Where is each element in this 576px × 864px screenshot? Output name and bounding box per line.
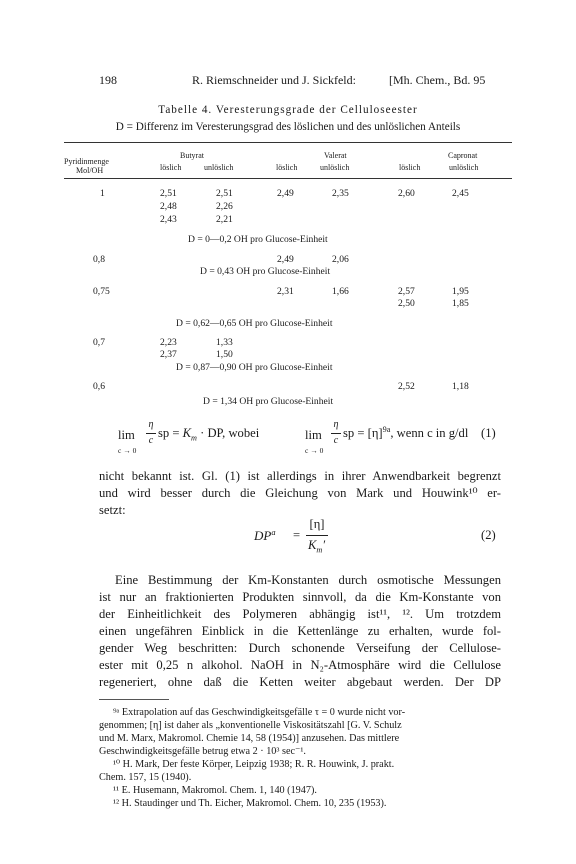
eq1-dp: · DP, wobei (200, 426, 260, 440)
eq2-fraction-bar (306, 535, 328, 536)
para2-line: einen ungefähren Einblick in die Kettenlänge zu erhalten, wurde fol- (99, 624, 501, 638)
table-cell: 2,45 (452, 188, 469, 199)
footnote-separator (99, 699, 169, 700)
table-cell: 1,50 (216, 349, 233, 360)
eq2-den: K (308, 538, 317, 552)
para1-line: nicht bekannt ist. Gl. (1) ist allerdings in ihrer Anwendbarkeit begrenzt (99, 469, 501, 483)
eq1-sp-2: sp (343, 426, 355, 440)
table-cell: 2,51 (216, 188, 233, 199)
footnote-line: ¹⁰ H. Mark, Der feste Körper, Leipzig 1938; R. R. Houwink, J. prakt. (113, 759, 395, 770)
footnote-line: und M. Marx, Makromol. Chemie 14, 58 (1954)] anzusehen. Das mittlere (99, 733, 400, 744)
table-top-rule (64, 142, 512, 143)
eq2-equals: = (293, 528, 301, 542)
table-difference-note: D = 0,87—0,90 OH pro Glucose-Einheit (176, 362, 333, 373)
eq1-lim-2: lim (305, 428, 322, 442)
table-cell: 1,18 (452, 381, 469, 392)
table-difference-note: D = 1,34 OH pro Glucose-Einheit (203, 396, 334, 407)
para2-line: gender Weg beschritten: Durch schonende Verseifung der Cellulose- (99, 641, 501, 655)
table-cell: 1,33 (216, 337, 233, 348)
table-cell: 1,66 (332, 286, 349, 297)
table-cell-pyridine: 0,7 (93, 337, 105, 348)
subheader-valerat-soluble: löslich (276, 163, 298, 172)
table-cell-pyridine: 0,8 (93, 254, 105, 265)
eq1-equals-2: = (357, 426, 365, 440)
table-cell: 2,60 (398, 188, 415, 199)
eq1-intrinsic-viscosity: [η] (367, 426, 383, 440)
col-pyridine-unit: Mol/OH (76, 166, 104, 175)
table-cell-pyridine: 0,6 (93, 381, 105, 392)
table-cell: 2,52 (398, 381, 415, 392)
group-header-butyrat: Butyrat (180, 151, 204, 160)
eq1-frac2-num: η (333, 419, 339, 430)
table-difference-note: D = 0,43 OH pro Glucose-Einheit (200, 266, 331, 277)
table-cell: 2,06 (332, 254, 349, 265)
subheader-capronat-soluble: löslich (399, 163, 421, 172)
eq1-equals: = (172, 426, 180, 440)
para2-line: regeneriert, ohne daß die Ketten weiter abgebaut werden. Der DP (99, 675, 501, 689)
subheader-butyrat-soluble: löslich (160, 163, 182, 172)
table-cell: 2,37 (160, 349, 177, 360)
group-header-valerat: Valerat (324, 151, 347, 160)
eq1-frac-den: c (148, 435, 154, 446)
para1-line: setzt: (99, 503, 126, 517)
col-pyridine-label: Pyridinmenge (64, 157, 109, 166)
table-cell: 2,51 (160, 188, 177, 199)
footnote-line: Chem. 157, 15 (1940). (99, 772, 192, 783)
page-number: 198 (99, 73, 117, 87)
running-title: R. Riemschneider und J. Sickfeld: (192, 73, 356, 87)
para2-line: ist nur an fraktionierten Produkten sinnvoll, da die Km-Konstante von (99, 590, 501, 604)
table-cell: 2,43 (160, 214, 177, 225)
subheader-butyrat-insoluble: unlöslich (204, 163, 234, 172)
footnote-line: genommen; [η] ist daher als „konventionelle Viskositätszahl [G. V. Schulz (99, 720, 402, 731)
eq1-lim-subscript: c → 0 (118, 446, 137, 455)
eq2-number: (2) (481, 528, 496, 542)
footnote-line: Geschwindigkeitsgefälle betrug etwa 2 · 10³ sec⁻¹. (99, 746, 306, 757)
table-cell: 2,21 (216, 214, 233, 225)
table-cell: 1,85 (452, 298, 469, 309)
para2-line: der Einheitlichkeit des Polymeren abhängig ist¹¹, ¹². Um trotzdem (99, 607, 501, 621)
group-header-capronat: Capronat (448, 151, 478, 160)
table-cell-pyridine: 0,75 (93, 286, 110, 297)
table-difference-note: D = 0—0,2 OH pro Glucose-Einheit (188, 234, 328, 245)
table-cell: 2,49 (277, 254, 294, 265)
eq1-frac-num: η (148, 419, 154, 430)
eq1-frac2-bar (331, 433, 341, 434)
table-header-rule (64, 178, 512, 179)
eq1-lim2-subscript: c → 0 (305, 446, 324, 455)
table-caption: Tabelle 4. Veresterungsgrade der Celluloseester (158, 104, 418, 116)
eq2-lhs-exponent: a (271, 527, 276, 537)
journal-reference: [Mh. Chem., Bd. 95 (389, 73, 486, 87)
table-cell: 2,57 (398, 286, 415, 297)
table-cell: 2,31 (277, 286, 294, 297)
eq1-sp: sp (158, 426, 170, 440)
footnote-line: ¹¹ E. Husemann, Makromol. Chem. 1, 140 (1947). (113, 785, 317, 796)
eq2-numerator: [η] (309, 517, 325, 531)
footnote-line: ⁹ᵃ Extrapolation auf das Geschwindigkeitsgefälle τ = 0 wurde nicht vor- (113, 707, 406, 718)
eq1-lim: lim (118, 428, 135, 442)
para2-line: Eine Bestimmung der Km-Konstanten durch osmotische Messungen (115, 573, 501, 587)
eq2-den-sub: m (316, 545, 323, 555)
table-cell: 2,48 (160, 201, 177, 212)
eq1-frac2-den: c (333, 435, 339, 446)
eq1-condition: , wenn c in g/dl (390, 426, 469, 440)
subheader-valerat-insoluble: unlöslich (320, 163, 350, 172)
table-cell: 2,26 (216, 201, 233, 212)
para1-line: und wird besser durch die Gleichung von Mark und Houwink¹⁰ er- (99, 486, 501, 500)
eq1-number: (1) (481, 426, 496, 440)
eq1-frac-bar (146, 433, 156, 434)
eq2-den-prime: ′ (322, 538, 326, 552)
table-cell-pyridine: 1 (100, 188, 105, 199)
para2-line: ester mit 0,25 n alkohol. NaOH in N₂-Atmosphäre wird die Cellulose (99, 658, 501, 672)
eq1-footnote-ref: 9a (382, 425, 391, 434)
eq2-lhs: DP (254, 528, 272, 543)
subheader-capronat-insoluble: unlöslich (449, 163, 479, 172)
footnote-line: ¹² H. Staudinger und Th. Eicher, Makromol. Chem. 10, 235 (1953). (113, 798, 387, 809)
eq1-km: K (182, 426, 192, 440)
table-cell: 2,49 (277, 188, 294, 199)
table-cell: 2,50 (398, 298, 415, 309)
eq1-km-sub: m (191, 433, 197, 443)
table-cell: 2,23 (160, 337, 177, 348)
table-cell: 2,35 (332, 188, 349, 199)
table-cell: 1,95 (452, 286, 469, 297)
table-difference-note: D = 0,62—0,65 OH pro Glucose-Einheit (176, 318, 333, 329)
table-subcaption: D = Differenz im Veresterungsgrad des löslichen und des unlöslichen Anteils (115, 121, 461, 133)
